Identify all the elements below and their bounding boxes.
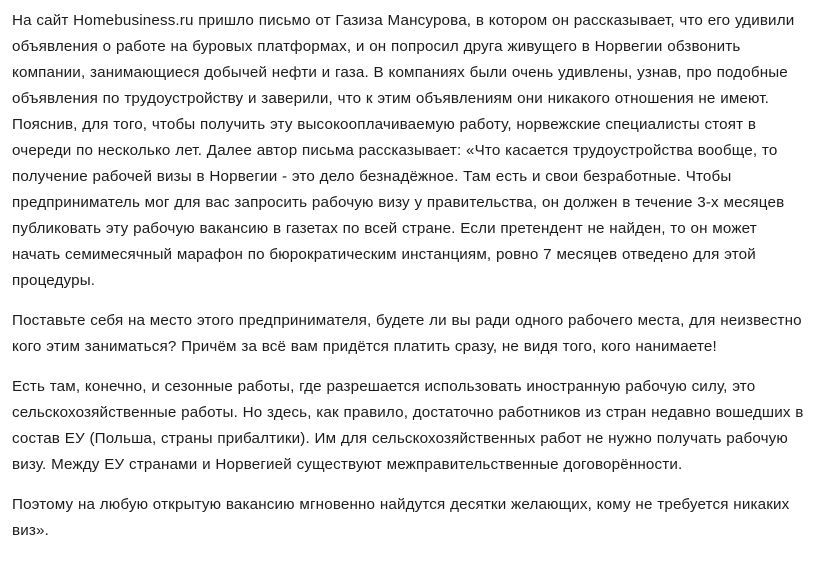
paragraph: Поэтому на любую открытую вакансию мгновенно найдутся десятки желающих, кому не требуется никаких виз». (12, 496, 790, 539)
paragraph: Есть там, конечно, и сезонные работы, где разрешается использовать иностранную рабочую силу, это сельскохозяйственные работы. Но здесь, как правило, достаточно работников из стран недавно вошедших в состав ЕУ (Польша, страны прибалтики). Им для сельскохозяйственных работ не нужно получать рабочую визу. Между ЕУ странами и Норвегией существуют межправительственные договорённости. (12, 378, 804, 473)
paragraph: Поставьте себя на место этого предпринимателя, будете ли вы ради одного рабочего места, для неизвестно кого этим заниматься? Причём за всё вам придётся платить сразу, не видя того, кого нанимаете! (12, 312, 802, 355)
paragraph: На сайт Homebusiness.ru пришло письмо от Газиза Мансурова, в котором он рассказывает, что его удивили объявления о работе на буровых платформах, и он попросил друга живущего в Норвегии обзвонить компании, занимающиеся добычей нефти и газа. В компаниях были очень удивлены, узнав, про подобные объявления по трудоустройству и заверили, что к этим объявлениям они никакого отношения не имеют. Пояснив, для того, чтобы получить эту высокооплачиваемую работу, норвежские специалисты стоят в очереди по несколько лет. Далее автор письма рассказывает: «Что касается трудоустройства вообще, то получение рабочей визы в Норвегии - это дело безнадёжное. Там есть и свои безработные. Чтобы предприниматель мог для вас запросить рабочую визу у правительства, он должен в течение 3-х месяцев публиковать эту рабочую вакансию в газетах по всей стране. Если претендент не найден, то он может начать семимесячный марафон по бюрократическим инстанциям, ровно 7 месяцев отведено для этой процедуры. (12, 12, 795, 289)
